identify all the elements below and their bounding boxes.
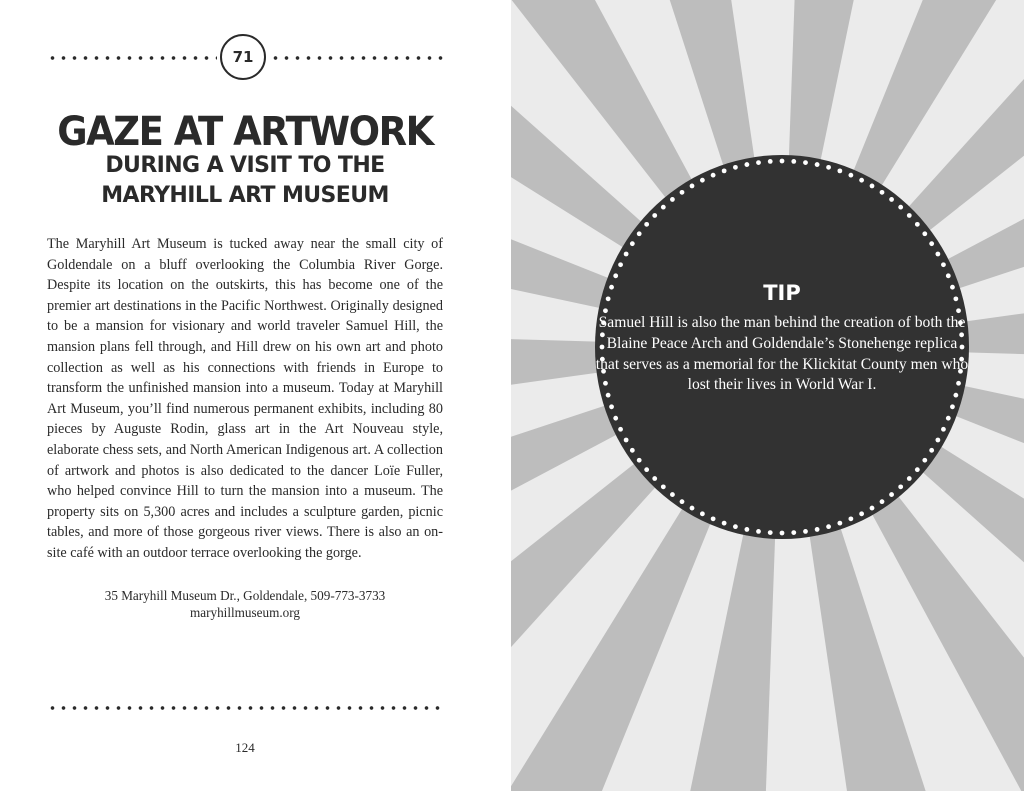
border-dot <box>880 190 885 195</box>
border-dot <box>950 404 955 409</box>
border-dot <box>915 467 920 472</box>
border-dot <box>898 484 903 489</box>
entry-subtitle-line-1: DURING A VISIT TO THE <box>105 153 385 178</box>
border-dot <box>618 427 623 432</box>
entry-body-text: The Maryhill Art Museum is tucked away near the small city of Goldendale on a bluff overlooking the Columbia River Gorge. Despite its location on the outskirts, this has become one of the premier art destinations in the Pacific Northwest. Originally designed to be a mansion for visionary and world traveler Samuel Hill, the mansion plans fell through, and Hill drew on his own art and photo collection as well as his connections with friends in Europe to transform the unfinished mansion into a museum. Today at Maryhill Art Museum, you’ll find numerous permanent exhibits, including 80 pieces by Auguste Rodin, glass art in the Art Nouveau style, elaborate chess sets, and North American Indigenous art. A collection of artwork and photos is also dedicated to the dancer Loïe Fuller, who helped convince Hill to turn the mansion into a museum. The property sits on 5,300 acres and includes a sculpture garden, picnic tables, and more of those gorgeous river views. There is also an on-site café with an outdoor terrace overlooking the gorge. <box>47 236 443 561</box>
border-dot <box>837 168 842 173</box>
border-dot <box>609 404 614 409</box>
entry-title: GAZE AT ARTWORK <box>57 108 433 155</box>
address-line: 35 Maryhill Museum Dr., Goldendale, 509-773-3733 <box>104 588 386 603</box>
entry-subtitle-line-2: MARYHILL ART MUSEUM <box>101 183 389 208</box>
border-dot <box>630 241 635 246</box>
border-dot <box>661 484 666 489</box>
border-dot <box>690 506 695 511</box>
border-dot <box>644 222 649 227</box>
border-dot <box>870 184 875 189</box>
border-dot <box>907 476 912 481</box>
border-dot <box>700 511 705 516</box>
border-dot <box>733 524 738 529</box>
border-dot <box>733 165 738 170</box>
border-dot <box>815 527 820 532</box>
border-dot <box>618 262 623 267</box>
border-dot <box>624 438 629 443</box>
border-dot <box>644 467 649 472</box>
border-dot <box>613 416 618 421</box>
website-line: maryhillmuseum.org <box>189 605 300 620</box>
right-page <box>511 0 1024 791</box>
border-dot <box>946 273 951 278</box>
border-dot <box>780 531 785 536</box>
border-dot <box>859 178 864 183</box>
border-dot <box>848 173 853 178</box>
border-dot <box>722 521 727 526</box>
border-dot <box>624 252 629 257</box>
border-dot <box>680 499 685 504</box>
border-dot <box>922 231 927 236</box>
border-dot <box>915 222 920 227</box>
border-dot <box>929 241 934 246</box>
border-dot <box>791 159 796 164</box>
border-dot <box>941 262 946 267</box>
tip-heading: TIP <box>763 281 801 305</box>
border-dot <box>637 231 642 236</box>
border-dot <box>848 516 853 521</box>
border-dot <box>652 476 657 481</box>
border-dot <box>690 184 695 189</box>
border-dot <box>744 527 749 532</box>
border-dot <box>768 530 773 535</box>
border-dot <box>929 448 934 453</box>
border-dot <box>803 529 808 534</box>
border-dot <box>880 499 885 504</box>
border-dot <box>768 159 773 164</box>
border-dot <box>826 524 831 529</box>
border-dot <box>613 273 618 278</box>
border-dot <box>780 159 785 164</box>
border-dot <box>700 178 705 183</box>
border-dot <box>661 205 666 210</box>
dotted-rule-top-right <box>270 56 443 60</box>
border-dot <box>711 516 716 521</box>
border-dot <box>652 213 657 218</box>
border-dot <box>670 197 675 202</box>
border-dot <box>670 492 675 497</box>
page-number: 124 <box>235 740 255 755</box>
border-dot <box>744 162 749 167</box>
dotted-rule-top-left <box>47 56 217 60</box>
border-dot <box>946 416 951 421</box>
left-page <box>0 0 511 791</box>
border-dot <box>803 160 808 165</box>
border-dot <box>815 162 820 167</box>
border-dot <box>630 448 635 453</box>
border-dot <box>756 160 761 165</box>
border-dot <box>791 530 796 535</box>
border-dot <box>859 511 864 516</box>
border-dot <box>898 205 903 210</box>
border-dot <box>922 458 927 463</box>
border-dot <box>889 197 894 202</box>
dotted-rule-bottom <box>47 706 443 710</box>
border-dot <box>722 168 727 173</box>
border-dot <box>870 506 875 511</box>
border-dot <box>756 529 761 534</box>
border-dot <box>907 213 912 218</box>
border-dot <box>711 173 716 178</box>
border-dot <box>935 438 940 443</box>
border-dot <box>680 190 685 195</box>
border-dot <box>935 252 940 257</box>
border-dot <box>889 492 894 497</box>
border-dot <box>826 165 831 170</box>
border-dot <box>941 427 946 432</box>
tip-text: Samuel Hill is also the man behind the creation of both the Blaine Peace Arch and Goldendale’s Stonehenge replica that serves as a memorial for the Klickitat County men who lost their lives in World War I. <box>595 314 969 394</box>
border-dot <box>637 458 642 463</box>
border-dot <box>837 521 842 526</box>
entry-number-badge: 71 <box>220 34 266 80</box>
